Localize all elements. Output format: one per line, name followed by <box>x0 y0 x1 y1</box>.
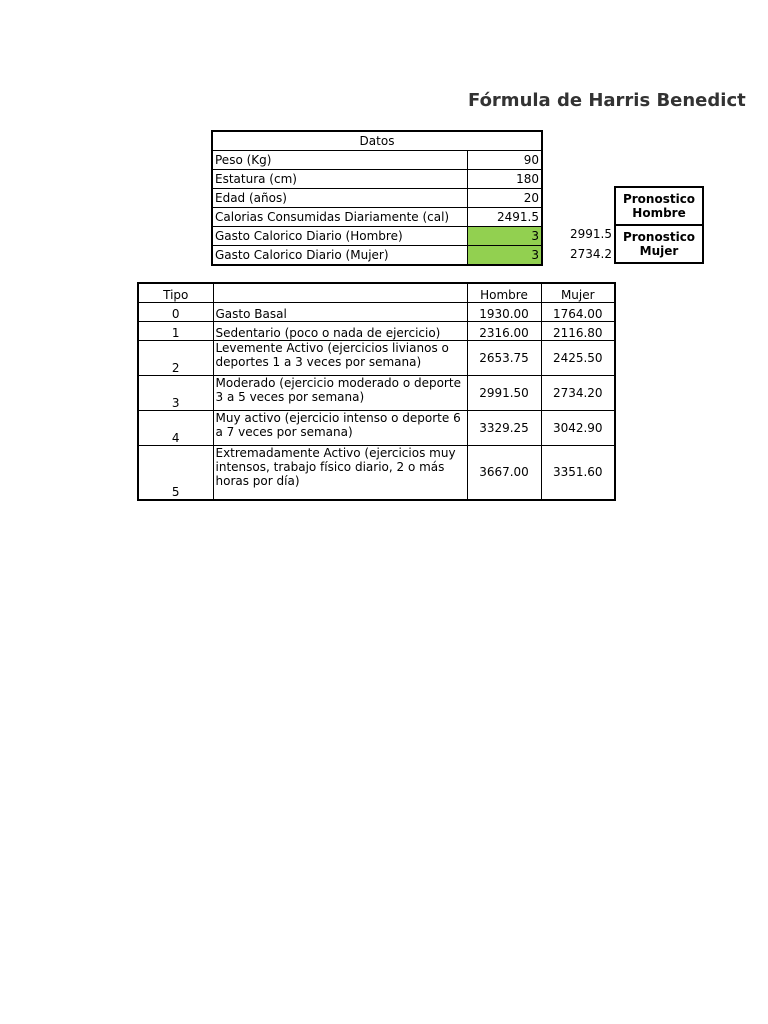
table-row <box>138 303 615 322</box>
datos-value[interactable]: 90 <box>467 151 542 170</box>
descripcion-cell[interactable]: Levemente Activo (ejercicios livianos o deportes 1 a 3 veces por semana) <box>213 341 467 376</box>
tipo-cell[interactable]: 1 <box>138 322 213 341</box>
hombre-cell[interactable]: 1930.00 <box>467 303 541 322</box>
tipos-table <box>137 282 616 501</box>
table-row <box>212 227 542 246</box>
resultado-hombre[interactable]: 2991.5 <box>570 227 612 241</box>
tipo-cell[interactable]: 5 <box>138 446 213 500</box>
datos-label[interactable]: Edad (años) <box>212 189 467 208</box>
descripcion-cell[interactable]: Gasto Basal <box>213 303 467 322</box>
table-row <box>212 208 542 227</box>
table-row <box>138 411 615 446</box>
descripcion-cell[interactable]: Moderado (ejercicio moderado o deporte 3 a 5 veces por semana) <box>213 376 467 411</box>
mujer-cell[interactable]: 3042.90 <box>541 411 615 446</box>
pronostico-hombre-label: Pronostico Hombre <box>622 192 696 220</box>
datos-header: Datos <box>212 131 542 151</box>
tipo-cell[interactable]: 3 <box>138 376 213 411</box>
table-row <box>138 322 615 341</box>
hombre-cell[interactable]: 3329.25 <box>467 411 541 446</box>
descripcion-cell[interactable]: Sedentario (poco o nada de ejercicio) <box>213 322 467 341</box>
datos-label[interactable]: Peso (Kg) <box>212 151 467 170</box>
datos-header-row <box>212 131 542 151</box>
tipo-cell[interactable]: 2 <box>138 341 213 376</box>
table-row <box>212 151 542 170</box>
tipo-cell[interactable]: 0 <box>138 303 213 322</box>
datos-table <box>211 130 543 266</box>
hombre-cell[interactable]: 2316.00 <box>467 322 541 341</box>
datos-value[interactable]: 180 <box>467 170 542 189</box>
datos-value[interactable]: 20 <box>467 189 542 208</box>
header-descripcion <box>213 283 467 303</box>
table-row <box>212 189 542 208</box>
mujer-cell[interactable]: 2425.50 <box>541 341 615 376</box>
datos-label[interactable]: Calorias Consumidas Diariamente (cal) <box>212 208 467 227</box>
table-row <box>138 376 615 411</box>
descripcion-cell[interactable]: Extremadamente Activo (ejercicios muy intensos, trabajo físico diario, 2 o más horas por día) <box>213 446 467 500</box>
header-mujer: Mujer <box>541 283 615 303</box>
mujer-cell[interactable]: 2116.80 <box>541 322 615 341</box>
hombre-cell[interactable]: 2991.50 <box>467 376 541 411</box>
hombre-cell[interactable]: 2653.75 <box>467 341 541 376</box>
datos-value[interactable]: 2491.5 <box>467 208 542 227</box>
resultado-mujer[interactable]: 2734.2 <box>570 247 612 261</box>
tipos-header-row <box>138 283 615 303</box>
table-row <box>138 341 615 376</box>
mujer-cell[interactable]: 2734.20 <box>541 376 615 411</box>
descripcion-cell[interactable]: Muy activo (ejercicio intenso o deporte 6 a 7 veces por semana) <box>213 411 467 446</box>
gasto-mujer-input[interactable]: 3 <box>467 246 542 266</box>
mujer-cell[interactable]: 1764.00 <box>541 303 615 322</box>
page-title: Fórmula de Harris Benedict <box>468 90 746 111</box>
pronostico-hombre-box[interactable] <box>614 186 704 226</box>
datos-label[interactable]: Gasto Calorico Diario (Mujer) <box>212 246 467 266</box>
table-row <box>138 446 615 500</box>
table-row <box>212 246 542 266</box>
pronostico-mujer-box[interactable] <box>614 224 704 264</box>
hombre-cell[interactable]: 3667.00 <box>467 446 541 500</box>
gasto-hombre-input[interactable]: 3 <box>467 227 542 246</box>
header-hombre: Hombre <box>467 283 541 303</box>
header-tipo: Tipo <box>138 283 213 303</box>
datos-label[interactable]: Estatura (cm) <box>212 170 467 189</box>
pronostico-mujer-label: Pronostico Mujer <box>622 230 696 258</box>
table-row <box>212 170 542 189</box>
tipo-cell[interactable]: 4 <box>138 411 213 446</box>
mujer-cell[interactable]: 3351.60 <box>541 446 615 500</box>
datos-label[interactable]: Gasto Calorico Diario (Hombre) <box>212 227 467 246</box>
